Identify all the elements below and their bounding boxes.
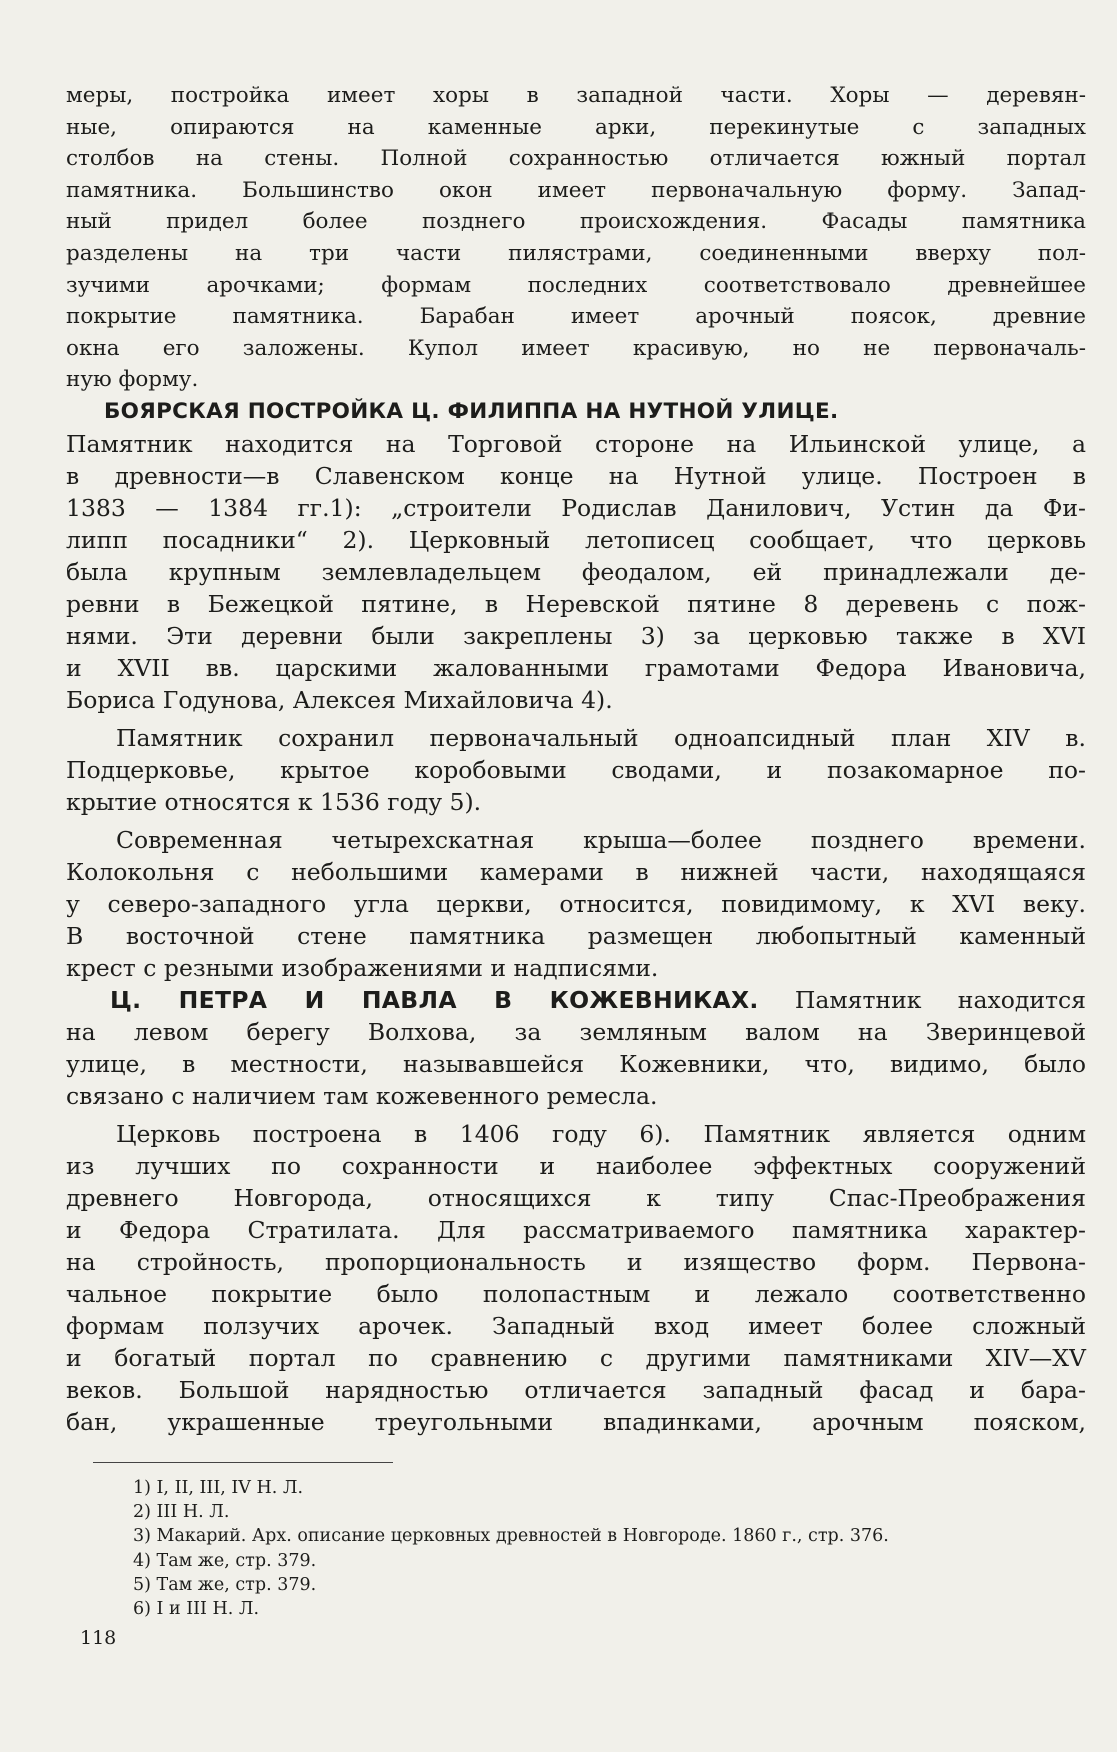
page-number: 118 — [80, 1627, 117, 1649]
footnote-3: 3) Макарий. Арх. описание церковных древностей в Новгороде. 1860 г., стр. 376. — [133, 1526, 889, 1547]
text-line: Церковь построена в 1406 году 6). Памятник является одним — [116, 1119, 1086, 1148]
text-line: формам ползучих арочек. Западный вход имеет более сложный — [66, 1311, 1086, 1340]
text-line: ные, опираются на каменные арки, перекинутые с западных — [66, 114, 1086, 140]
section1-paragraph1 — [66, 428, 1086, 716]
text-line: липп посадники“ 2). Церковный летописец сообщает, что церковь — [66, 525, 1086, 554]
text-line: Колокольня с небольшими камерами в нижней части, находящаяся — [66, 857, 1086, 886]
text-line: в древности—в Славенском конце на Нутной улице. Построен в — [66, 461, 1086, 490]
text-line: древнего Новгорода, относящихся к типу Спас-Преображения — [66, 1183, 1086, 1212]
section2-paragraph2 — [66, 1118, 1086, 1438]
text-line: чальное покрытие было полопастным и лежало соответственно — [66, 1279, 1086, 1308]
text-line: Памятник находится на Торговой стороне на Ильинской улице, а — [66, 429, 1086, 458]
text-line: Памятник сохранил первоначальный одноапсидный план XIV в. — [116, 723, 1086, 752]
page-body — [66, 80, 1086, 1438]
text-line: ревни в Бежецкой пятине, в Неревской пятине 8 деревень с пож- — [66, 589, 1086, 618]
text-line: из лучших по сохранности и наиболее эффектных сооружений — [66, 1151, 1086, 1180]
text-line: на стройность, пропорциональность и изящество форм. Первона- — [66, 1247, 1086, 1276]
text-line: Бориса Годунова, Алексея Михайловича 4). — [66, 685, 613, 714]
text-line: и XVII вв. царскими жалованными грамотами Федора Ивановича, — [66, 653, 1086, 682]
footnote-1: 1) I, II, III, IV Н. Л. — [133, 1478, 304, 1498]
text-line: меры, постройка имеет хоры в западной части. Хоры — деревян- — [66, 83, 1086, 108]
text-line: крытие относятся к 1536 году 5). — [66, 787, 482, 816]
text-line: крест с резными изображениями и надписями. — [66, 953, 659, 982]
section1-paragraph3 — [66, 824, 1086, 984]
text-line: зучими арочками; формам последних соответствовало древнейшее — [66, 272, 1086, 298]
text-line: окна его заложены. Купол имеет красивую, но не первоначаль- — [66, 335, 1086, 361]
text-line: бан, украшенные треугольными впадинками, арочным пояском, — [66, 1407, 1086, 1436]
heading-continuation: Памятник находится — [794, 985, 1086, 1014]
text-line: ный придел более позднего происхождения. Фасады памятника — [66, 209, 1086, 235]
text-line: веков. Большой нарядностью отличается западный фасад и бара- — [66, 1375, 1086, 1404]
text-line: на левом берегу Волхова, за земляным валом на Зверинцевой — [66, 1017, 1086, 1046]
text-line: Современная четырехскатная крыша—более позднего времени. — [116, 825, 1086, 854]
section2-paragraph1 — [66, 1016, 1086, 1112]
footnotes — [133, 1476, 1093, 1621]
section-heading-filipp: БОЯРСКАЯ ПОСТРОЙКА Ц. ФИЛИППА НА НУТНОЙ УЛИЦЕ. — [104, 398, 839, 424]
text-line: связано с наличием там кожевенного ремесла. — [66, 1081, 658, 1110]
text-line: была крупным землевладельцем феодалом, ей принадлежали де- — [66, 557, 1086, 586]
section1-paragraph2 — [66, 722, 1086, 818]
text-line: разделены на три части пилястрами, соединенными вверху пол- — [66, 240, 1086, 266]
text-line: Подцерковье, крытое коробовыми сводами, и позакомарное по- — [66, 755, 1086, 784]
footnote-5: 5) Там же, стр. 379. — [133, 1574, 317, 1595]
section-heading-line — [66, 984, 1086, 1016]
text-line: нями. Эти деревни были закреплены 3) за церковью также в XVI — [66, 621, 1086, 650]
footnote-6: 6) I и III Н. Л. — [133, 1599, 260, 1620]
text-line: памятника. Большинство окон имеет первоначальную форму. Запад- — [66, 177, 1086, 203]
text-line: и богатый портал по сравнению с другими памятниками XIV—XV — [66, 1343, 1086, 1372]
footnote-2: 2) III Н. Л. — [133, 1502, 230, 1523]
text-line: 1383 — 1384 гг.1): „строители Родислав Данилович, Устин да Фи- — [66, 493, 1086, 522]
text-line: улице, в местности, называвшейся Кожевники, что, видимо, было — [66, 1049, 1086, 1078]
text-line: ную форму. — [66, 367, 199, 393]
text-line: столбов на стены. Полной сохранностью отличается южный портал — [66, 146, 1086, 172]
footnote-4: 4) Там же, стр. 379. — [133, 1550, 317, 1571]
section-heading-petr-pavel: Ц. ПЕТРА И ПАВЛА В КОЖЕВНИКАХ. — [110, 985, 759, 1014]
text-line: покрытие памятника. Барабан имеет арочный поясок, древние — [66, 304, 1086, 330]
footnote-divider — [93, 1462, 393, 1463]
intro-paragraph — [66, 80, 1086, 396]
text-line: у северо-западного угла церкви, относится, повидимому, к XVI веку. — [66, 889, 1086, 918]
text-line: и Федора Стратилата. Для рассматриваемого памятника характер- — [66, 1215, 1086, 1244]
text-line: В восточной стене памятника размещен любопытный каменный — [66, 921, 1086, 950]
